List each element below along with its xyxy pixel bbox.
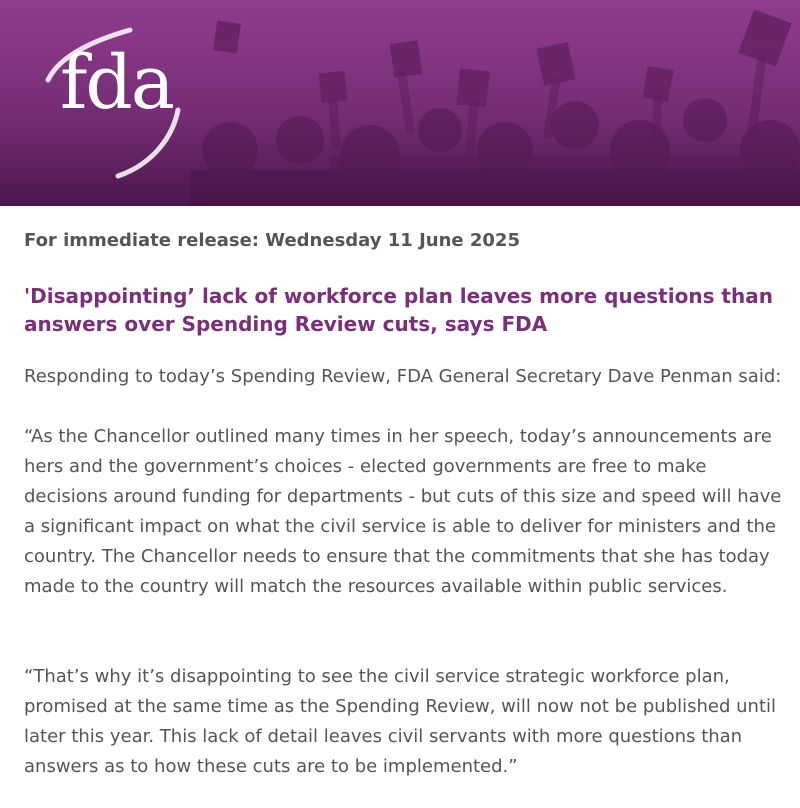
intro-paragraph: Responding to today’s Spending Review, FDA General Secretary Dave Penman said: bbox=[24, 366, 782, 387]
quote-paragraph-2: “That’s why it’s disappointing to see the civil service strategic workforce plan, promised at the same time as the Spending Review, will now not be published until later this year. This lack of detail leaves civil servants with more questions than answers as to how these cuts are to be implemented.” bbox=[24, 666, 777, 777]
header-banner bbox=[0, 0, 800, 206]
release-date: For immediate release: Wednesday 11 June 2025 bbox=[24, 230, 520, 251]
fda-logo: fda bbox=[60, 40, 173, 126]
quote-paragraph-1: “As the Chancellor outlined many times in her speech, today’s announcements are hers and the government’s choices - elected governments are free to make decisions around funding for departments - but cuts of this size and speed will have a significant impact on what the civil service is able to deliver for ministers and the country. The Chancellor needs to ensure that the commitments that she has today made to the country will match the resources available within public services. bbox=[24, 426, 782, 597]
headline: 'Disappointing’ lack of workforce plan leaves more questions than answers over Spending Review cuts, says FDA bbox=[24, 284, 773, 336]
